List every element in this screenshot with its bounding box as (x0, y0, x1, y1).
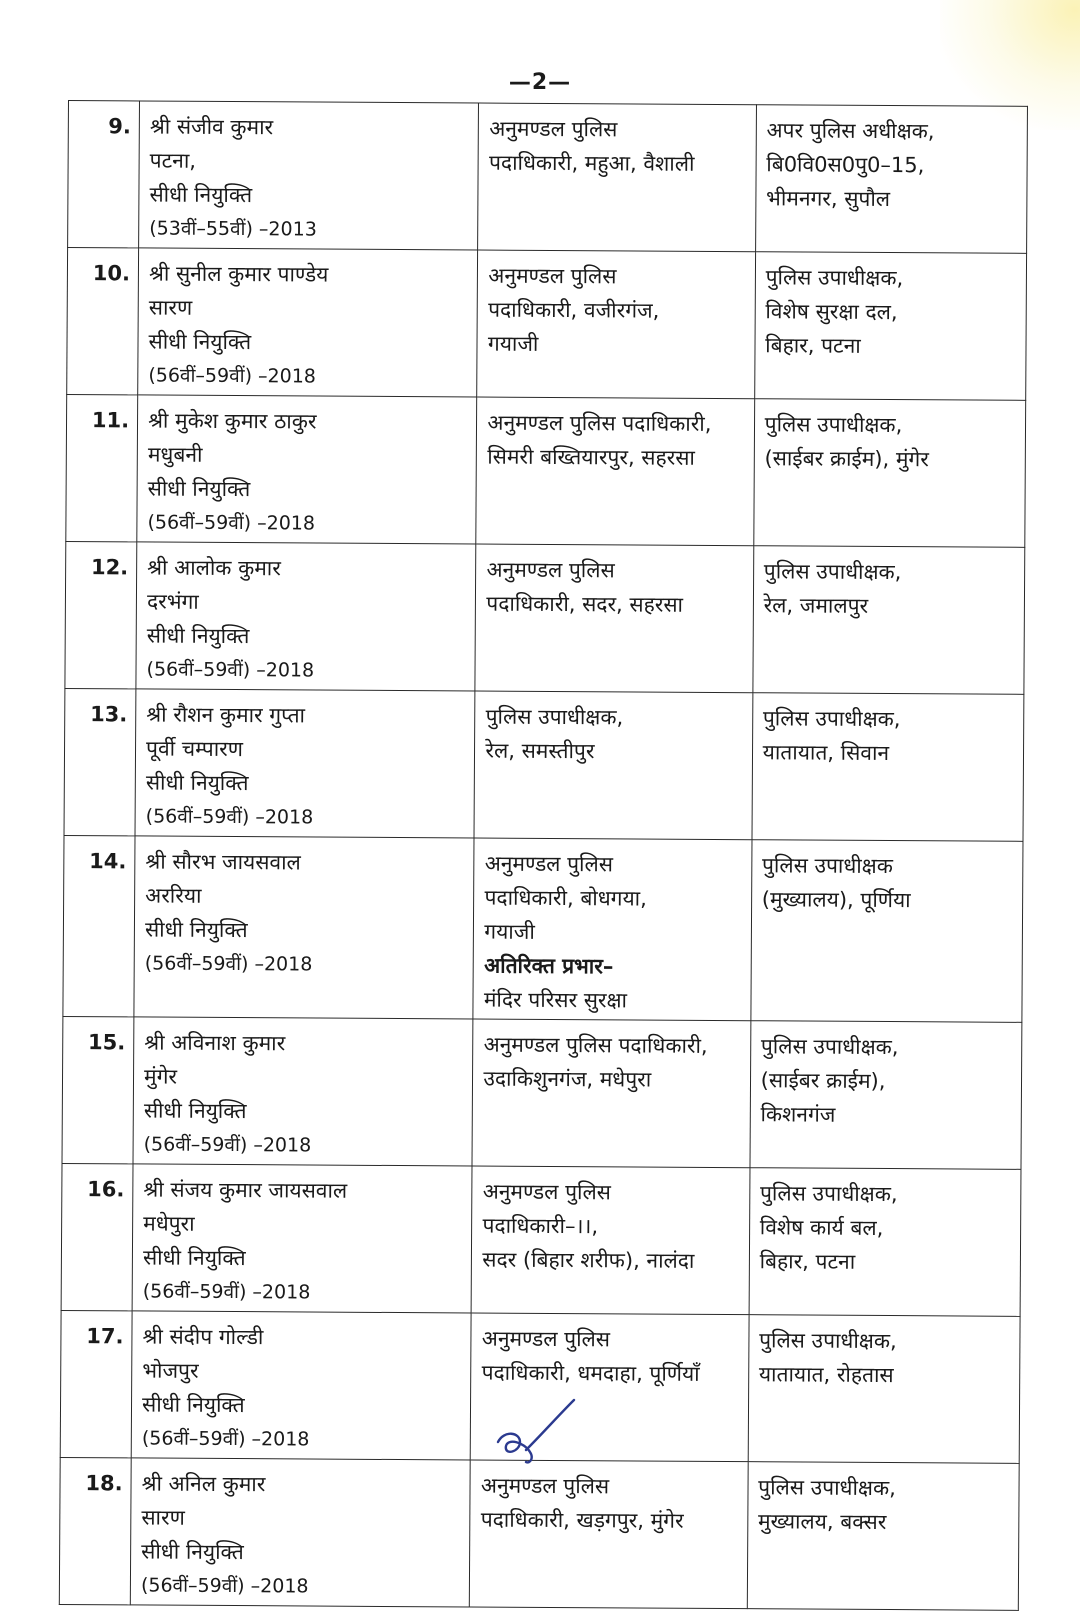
new-posting-line: पुलिस उपाधीक्षक, (765, 265, 904, 291)
current-posting (472, 1166, 750, 1315)
current-posting-line: अनुमण्डल पुलिस (480, 1473, 610, 1499)
serial-number: 15. (62, 1016, 134, 1163)
current-posting-line: पदाधिकारी, खड़गपुर, मुंगेर (480, 1507, 684, 1533)
new-posting (750, 1021, 1022, 1170)
current-posting (474, 691, 752, 840)
new-posting-line: यातायात, सिवान (762, 740, 890, 766)
officer-details (138, 248, 478, 397)
new-posting-line: यातायात, रोहतास (758, 1362, 894, 1388)
current-posting (477, 250, 755, 399)
new-posting (751, 840, 1023, 1023)
current-posting-line: अनुमण्डल पुलिस पदाधिकारी, (483, 1032, 708, 1058)
officer-details-line: श्री रौशन कुमार गुप्ता (146, 702, 306, 728)
officer-details-line: सीधी नियुक्ति (144, 917, 248, 943)
officer-details-line: सीधी नियुक्ति (146, 623, 250, 649)
officer-details-line: (56वीं–59वीं) –2018 (146, 658, 315, 682)
officer-details-line: (56वीं–59वीं) –2018 (144, 952, 313, 976)
officer-details-line: मधेपुरा (143, 1211, 195, 1236)
new-posting-line: (साईबर क्राईम), मुंगेर (764, 446, 929, 472)
serial-number: 14. (63, 835, 135, 1016)
new-posting (752, 693, 1024, 842)
officer-details-line: श्री संजीव कुमार (149, 114, 274, 140)
officer-details-line: (56वीं–59वीं) –2018 (142, 1280, 311, 1304)
officer-details-line: सीधी नियुक्ति (142, 1245, 246, 1271)
officer-details-line: सारण (148, 295, 193, 320)
officer-details (132, 1164, 472, 1313)
officer-details-line: (53वीं–55वीं) –2013 (149, 217, 317, 241)
officer-details-line: श्री संदीप गोल्डी (142, 1324, 264, 1350)
officer-details-line: भोजपुर (142, 1358, 199, 1383)
officer-details-line: श्री आलोक कुमार (147, 555, 281, 581)
new-posting-line: पुलिस उपाधीक्षक, (762, 706, 901, 732)
new-posting-line: किशनगंज (760, 1102, 836, 1127)
new-posting-line: अपर पुलिस अधीक्षक, (766, 118, 935, 144)
officer-details (136, 542, 476, 691)
officer-details (139, 101, 479, 250)
current-posting-line: अनुमण्डल पुलिस (484, 851, 614, 877)
table-row (65, 541, 1025, 694)
officer-details-line: पूर्वी चम्पारण (146, 736, 244, 762)
current-posting-line: गयाजी (484, 919, 535, 944)
current-posting-line: गयाजी (487, 331, 539, 356)
current-posting-line: अनुमण्डल पुलिस (489, 116, 618, 142)
new-posting-line: रेल, जमालपुर (763, 593, 869, 618)
additional-charge-heading: अतिरिक्त प्रभार– (484, 953, 614, 979)
current-posting-line: उदाकिशुनगंज, मधेपुरा (483, 1066, 652, 1092)
current-posting-line: पदाधिकारी, धमदाहा, पूर्णियाँ (481, 1360, 700, 1386)
current-posting-line: पदाधिकारी–।।, (482, 1213, 599, 1239)
current-posting-line: रेल, समस्तीपुर (485, 738, 595, 764)
current-posting-line: पदाधिकारी, वजीरगंज, (488, 297, 660, 323)
table-row (61, 1163, 1021, 1316)
officer-details-line: सीधी नियुक्ति (141, 1539, 244, 1565)
new-posting (753, 399, 1025, 548)
officer-details-line: सीधी नियुक्ति (142, 1392, 245, 1418)
current-posting-line: अनुमण्डल पुलिस (486, 557, 615, 583)
table-row (68, 101, 1028, 254)
officer-details-line: अररिया (145, 883, 202, 908)
current-posting (472, 1019, 750, 1168)
officer-details-line: मुंगेर (144, 1064, 178, 1089)
officer-details-line: श्री अनिल कुमार (141, 1471, 266, 1497)
new-posting (747, 1462, 1019, 1611)
officer-details-line: (56वीं–59वीं) –2018 (147, 511, 316, 535)
serial-number: 10. (67, 248, 139, 395)
new-posting-line: बिहार, पटना (765, 333, 861, 358)
new-posting-line: विशेष कार्य बल, (759, 1215, 884, 1241)
new-posting (748, 1315, 1020, 1464)
officer-details-line: सीधी नियुक्ति (148, 329, 252, 355)
serial-number: 13. (64, 688, 136, 835)
officer-details (137, 395, 477, 544)
officer-details (134, 836, 474, 1019)
officer-details (135, 689, 475, 838)
current-posting-line: पदाधिकारी, बोधगया, (484, 885, 647, 911)
officer-details (131, 1311, 471, 1460)
current-posting (476, 397, 754, 546)
new-posting (755, 105, 1027, 254)
serial-number: 16. (61, 1163, 133, 1310)
serial-number: 11. (66, 394, 138, 541)
officer-details-line: दरभंगा (146, 589, 199, 614)
new-posting (753, 546, 1025, 695)
current-posting (475, 544, 753, 693)
new-posting-line: भीमनगर, सुपौल (766, 186, 891, 212)
new-posting-line: बि0वि0स0पु0–15, (766, 152, 925, 178)
officer-details-line: सीधी नियुक्ति (147, 476, 251, 502)
officer-details-line: पटना, (149, 148, 197, 173)
officer-details-line: (56वीं–59वीं) –2018 (148, 364, 316, 388)
officer-details-line: श्री मुकेश कुमार ठाकुर (148, 408, 317, 434)
new-posting-line: (साईबर क्राईम), (760, 1068, 886, 1094)
page-number: —2— (508, 70, 572, 95)
new-posting (754, 252, 1026, 401)
signature-mark (490, 1390, 590, 1470)
new-posting-line: बिहार, पटना (759, 1249, 856, 1274)
officer-details-line: सीधी नियुक्ति (149, 182, 253, 208)
officer-details-line: श्री अविनाश कुमार (144, 1030, 286, 1056)
current-posting-line: पदाधिकारी, सदर, सहरसा (486, 591, 684, 617)
current-posting (478, 103, 756, 252)
officer-details-line: श्री संजय कुमार जायसवाल (143, 1177, 348, 1203)
table-row (67, 248, 1027, 401)
current-posting-line: पदाधिकारी, महुआ, वैशाली (488, 150, 695, 176)
current-posting (470, 1460, 748, 1609)
table-row (62, 1016, 1022, 1169)
new-posting-line: पुलिस उपाधीक्षक, (760, 1034, 899, 1060)
additional-charge-text: मंदिर परिसर सुरक्षा (483, 987, 628, 1013)
officer-details-line: श्री सुनील कुमार पाण्डेय (148, 261, 329, 287)
current-posting (473, 838, 751, 1021)
serial-number: 12. (65, 541, 137, 688)
officer-details-line: (56वीं–59वीं) –2018 (143, 1133, 312, 1157)
serial-number: 18. (59, 1457, 131, 1604)
new-posting-line: पुलिस उपाधीक्षक (761, 853, 893, 879)
table-row (66, 394, 1026, 547)
table-row (63, 835, 1023, 1022)
table-row (59, 1457, 1019, 1610)
current-posting-line: अनुमण्डल पुलिस पदाधिकारी, (487, 410, 712, 436)
current-posting-line: अनुमण्डल पुलिस (481, 1326, 611, 1352)
current-posting-line: अनुमण्डल पुलिस (482, 1179, 612, 1205)
new-posting-line: मुख्यालय, बक्सर (757, 1509, 887, 1535)
officer-details (130, 1458, 470, 1607)
transfer-table-body (59, 101, 1027, 1611)
new-posting-line: पुलिस उपाधीक्षक, (759, 1181, 898, 1207)
officer-details-line: सारण (141, 1505, 185, 1530)
new-posting-line: पुलिस उपाधीक्षक, (764, 412, 903, 438)
officer-details-line: (56वीं–59वीं) –2018 (145, 805, 314, 829)
new-posting-line: (मुख्यालय), पूर्णिया (761, 887, 911, 913)
officer-details (133, 1017, 473, 1166)
officer-details-line: (56वीं–59वीं) –2018 (141, 1427, 310, 1451)
transfer-table (59, 100, 1028, 1611)
officer-details-line: सीधी नियुक्ति (145, 770, 249, 796)
new-posting (749, 1168, 1021, 1317)
officer-details-line: मधुबनी (147, 442, 203, 467)
table-row (64, 688, 1024, 841)
officer-details-line: (56वीं–59वीं) –2018 (140, 1574, 309, 1598)
new-posting-line: पुलिस उपाधीक्षक, (759, 1328, 897, 1354)
new-posting-line: विशेष सुरक्षा दल, (765, 299, 898, 325)
serial-number: 9. (68, 101, 140, 248)
current-posting-line: पुलिस उपाधीक्षक, (485, 704, 624, 730)
officer-details-line: सीधी नियुक्ति (143, 1098, 247, 1124)
serial-number: 17. (60, 1310, 132, 1457)
current-posting-line: अनुमण्डल पुलिस (488, 263, 617, 289)
current-posting-line: सदर (बिहार शरीफ), नालंदा (482, 1247, 695, 1273)
new-posting-line: पुलिस उपाधीक्षक, (758, 1475, 896, 1501)
new-posting-line: पुलिस उपाधीक्षक, (763, 559, 902, 585)
current-posting-line: सिमरी बख्तियारपुर, सहरसा (487, 444, 695, 470)
officer-details-line: श्री सौरभ जायसवाल (145, 849, 301, 875)
